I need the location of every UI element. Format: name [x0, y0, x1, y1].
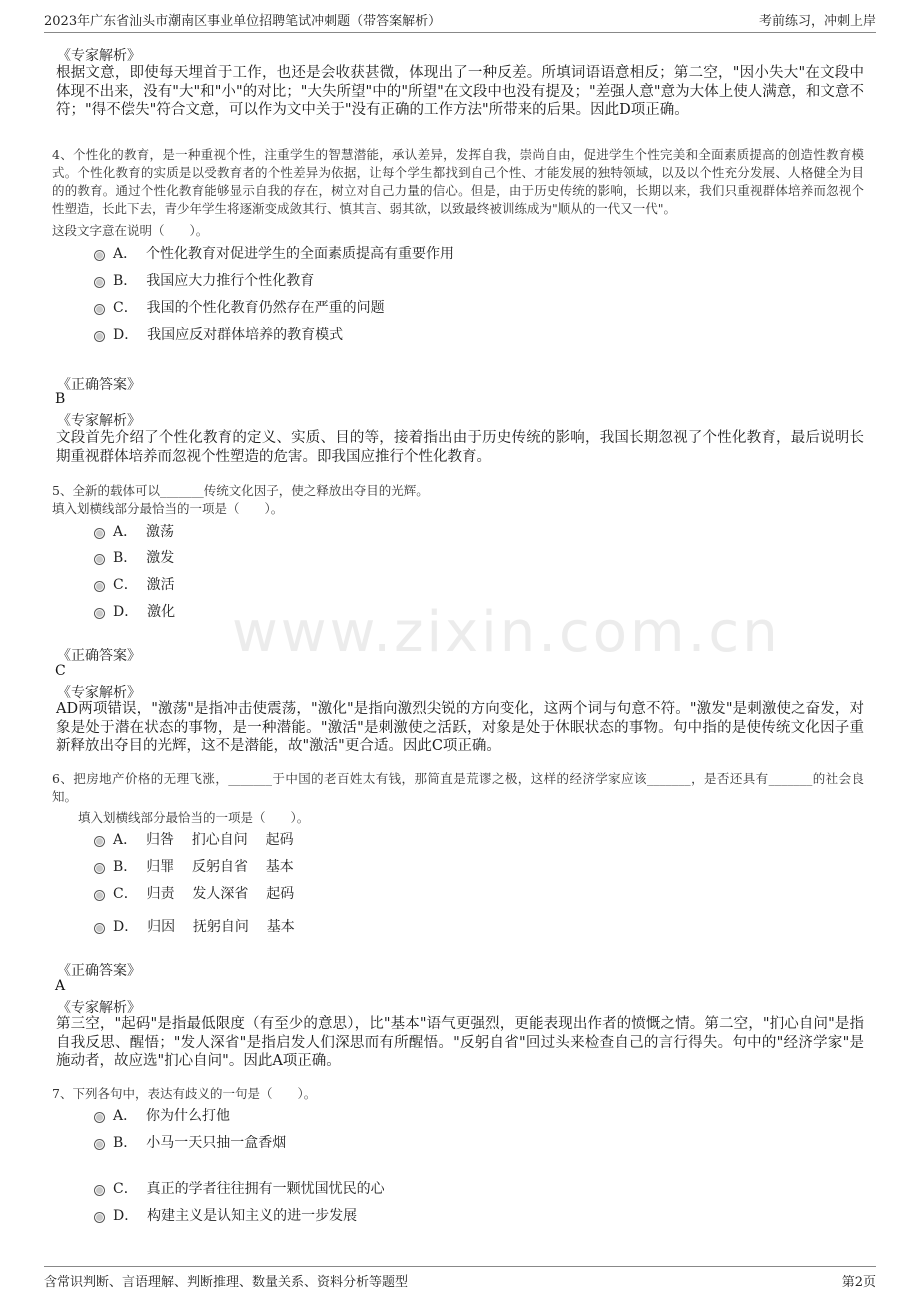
question-5-analysis: AD两项错误，"激荡"是指冲击使震荡，"激化"是指向激烈尖锐的方向变化，这两个词与句意不符。"激发"是刺激使之奋发，对象是处于潜在状态的事物，是一种潜能。"激活"是刺激使之活跃，对象是处于休眠状态的事物。句中指的是使传统文化因子重新释放出夺目的光辉，这不是潜能，故"激活"更合适。因此C项正确。	[56, 701, 864, 755]
question-6-prompt: 填入划横线部分最恰当的一项是（ ）。	[78, 810, 310, 825]
option-label: D． 激化	[113, 604, 176, 620]
question-4-option-d[interactable]	[94, 325, 343, 345]
option-label: D． 构建主义是认知主义的进一步发展	[113, 1208, 358, 1224]
question-7-option-a[interactable]	[94, 1106, 230, 1126]
question-4-prompt: 这段文字意在说明（ ）。	[52, 223, 209, 238]
analysis-text: 根据文意，即使每天埋首于工作，也还是会收获甚微，体现出了一种反差。所填词语语意相反；第二空，"因小失大"在文段中体现不出来，没有"大"和"小"的对比；"大失所望"中的"所望"在文段中也没有提及；"差强人意"意为大体上使人满意，和文意不符；"得不偿失"符合文意，可以作为文中关于"没有正确的工作方法"所带来的后果。因此D项正确。	[56, 65, 864, 119]
page-number: 第2页	[841, 1275, 876, 1290]
option-label: C． 激活	[113, 577, 175, 593]
radio-icon[interactable]	[94, 331, 105, 342]
question-5-option-d[interactable]	[94, 602, 175, 622]
question-7-option-d[interactable]	[94, 1206, 357, 1226]
question-5-answer: C	[55, 663, 66, 679]
radio-icon[interactable]	[94, 608, 105, 619]
question-5-option-c[interactable]	[94, 575, 175, 595]
question-4-text: 4、个性化的教育，是一种重视个性，注重学生的智慧潜能，承认差异，发挥自我，崇尚自由，促进学生个性完美和全面素质提高的创造性教育模式。个性化教育的实质是以受教育者的个性差异为依据，让每个学生都找到自己个性、才能发展的独特领域，以及以个性充分发展、人格健全为目的的教育。通过个性化教育能够显示自我的存在，树立对自己力量的信心。但是，由于历史传统的影响，长期以来，我们只重视群体培养而忽视个性塑造，长此下去，青少年学生将逐渐变成敛其行、慎其言、弱其欲，以致最终被训练成为"顺从的一代又一代"。	[52, 147, 864, 216]
watermark: www.zixin.com.cn	[232, 600, 781, 665]
question-5-prompt: 填入划横线部分最恰当的一项是（ ）。	[52, 501, 284, 516]
answer-label: 《正确答案》	[57, 377, 141, 393]
footer-description: 含常识判断、言语理解、判断推理、数量关系、资料分析等题型	[44, 1275, 409, 1290]
option-label: B． 我国应大力推行个性化教育	[113, 273, 315, 289]
question-5-option-b[interactable]	[94, 548, 174, 568]
option-label: A． 归咎 扪心自问 起码	[113, 832, 294, 848]
option-label: C． 归责 发人深省 起码	[113, 886, 295, 902]
option-label: D． 归因 抚躬自问 基本	[113, 919, 295, 935]
question-6-option-c[interactable]	[94, 884, 294, 904]
radio-icon[interactable]	[94, 528, 105, 539]
analysis-label: 《专家解析》	[57, 413, 141, 429]
radio-icon[interactable]	[94, 836, 105, 847]
radio-icon[interactable]	[94, 304, 105, 315]
analysis-label: 《专家解析》	[57, 48, 141, 64]
radio-icon[interactable]	[94, 554, 105, 565]
option-label: D． 我国应反对群体培养的教育模式	[113, 327, 344, 343]
option-label: B． 激发	[113, 550, 175, 566]
radio-icon[interactable]	[94, 1185, 105, 1196]
option-label: B． 小马一天只抽一盒香烟	[113, 1135, 287, 1151]
question-6-analysis: 第三空，"起码"是指最低限度（有至少的意思），比"基本"语气更强烈，更能表现出作者的愤慨之情。第二空，"扪心自问"是指自我反思、醒悟；"发人深省"是指启发人们深思而有所醒悟。"反躬自省"回过头来检查自己的言行得失。句中的"经济学家"是施动者，故应选"扪心自问"。因此A项正确。	[56, 1016, 864, 1070]
analysis-label: 《专家解析》	[57, 1000, 141, 1016]
page-header	[0, 0, 920, 32]
question-7-text: 7、下列各句中，表达有歧义的一句是（ ）。	[52, 1086, 317, 1101]
radio-icon[interactable]	[94, 1112, 105, 1123]
header-rule	[44, 32, 876, 33]
question-4-option-b[interactable]	[94, 271, 314, 291]
question-5-text: 5、全新的载体可以_______传统文化因子，使之释放出夺目的光辉。	[52, 483, 429, 498]
radio-icon[interactable]	[94, 923, 105, 934]
option-label: A． 激荡	[113, 524, 175, 540]
option-label: C． 我国的个性化教育仍然存在严重的问题	[113, 300, 385, 316]
radio-icon[interactable]	[94, 863, 105, 874]
radio-icon[interactable]	[94, 277, 105, 288]
radio-icon[interactable]	[94, 581, 105, 592]
question-5-option-a[interactable]	[94, 522, 174, 542]
option-label: B． 归罪 反躬自省 基本	[113, 859, 294, 875]
question-4-analysis: 文段首先介绍了个性化教育的定义、实质、目的等，接着指出由于历史传统的影响，我国长期忽视了个性化教育，最后说明长期重视群体培养而忽视个性塑造的危害。即我国应推行个性化教育。	[56, 430, 864, 465]
header-slogan: 考前练习，冲刺上岸	[758, 14, 876, 29]
question-4-option-c[interactable]	[94, 298, 385, 318]
question-7-option-b[interactable]	[94, 1133, 286, 1153]
option-label: C． 真正的学者往往拥有一颗忧国忧民的心	[113, 1181, 385, 1197]
question-6-option-d[interactable]	[94, 917, 295, 937]
answer-label: 《正确答案》	[57, 648, 141, 664]
question-4-answer: B	[55, 391, 66, 407]
question-6-answer: A	[55, 978, 66, 994]
document-title: 2023年广东省汕头市潮南区事业单位招聘笔试冲刺题（带答案解析）	[44, 14, 442, 29]
radio-icon[interactable]	[94, 1212, 105, 1223]
question-4-option-a[interactable]	[94, 244, 454, 264]
question-6-text: 6、把房地产价格的无理飞涨，_______于中国的老百姓太有钱，那简直是荒谬之极，这样的经济学家应该_______，是否还具有_______的社会良知。	[52, 771, 864, 804]
option-label: A． 你为什么打他	[113, 1108, 231, 1124]
radio-icon[interactable]	[94, 1139, 105, 1150]
analysis-label: 《专家解析》	[57, 685, 141, 701]
option-label: A． 个性化教育对促进学生的全面素质提高有重要作用	[113, 246, 455, 262]
question-6-option-b[interactable]	[94, 857, 294, 877]
answer-label: 《正确答案》	[57, 963, 141, 979]
question-6-option-a[interactable]	[94, 830, 294, 850]
footer-rule	[44, 1266, 876, 1267]
question-7-option-c[interactable]	[94, 1179, 385, 1199]
radio-icon[interactable]	[94, 250, 105, 261]
radio-icon[interactable]	[94, 890, 105, 901]
